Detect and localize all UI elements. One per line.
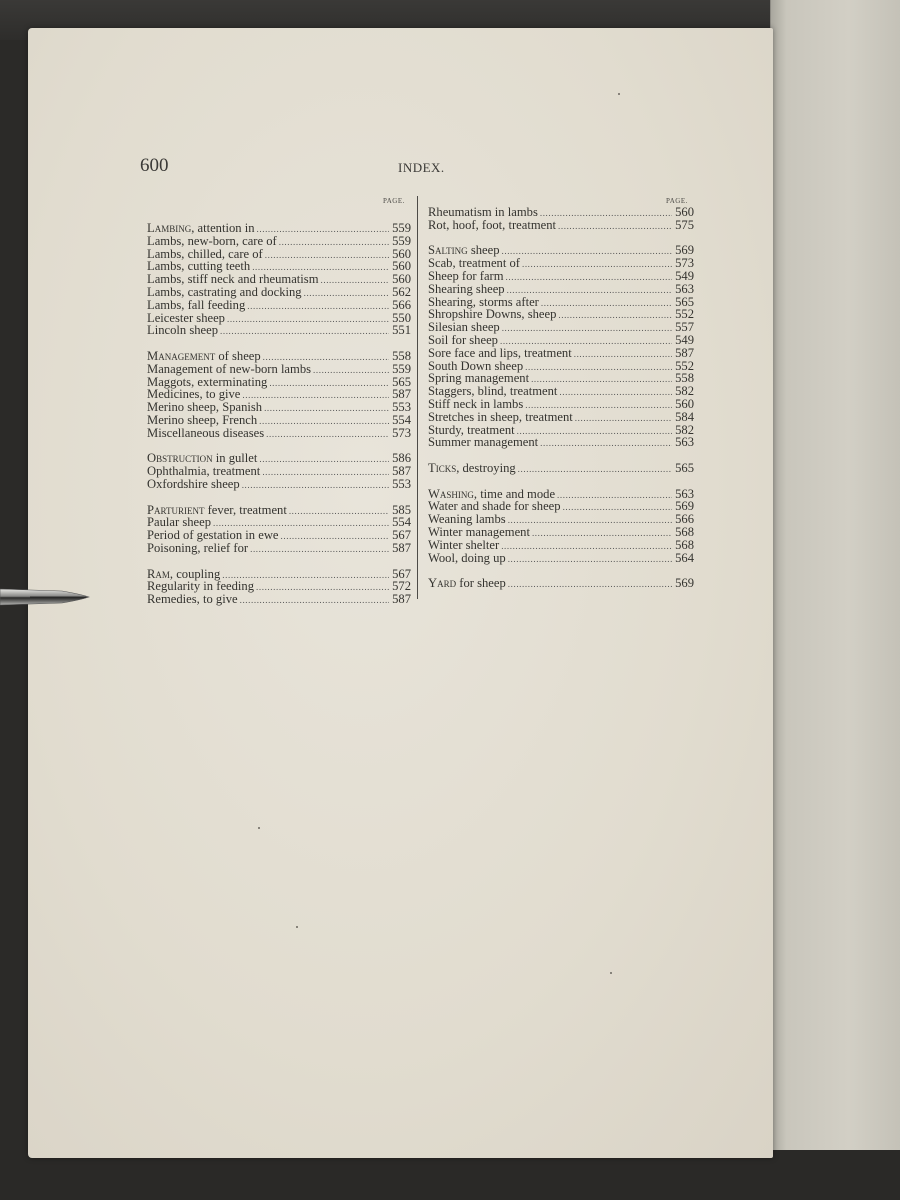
page-column-label-right: PAGE. (666, 197, 688, 205)
leader-dots (281, 530, 389, 543)
entry-text: Shearing sheep (428, 281, 505, 296)
leader-dots (557, 489, 672, 502)
leader-dots (321, 274, 390, 287)
entry-text: Wool, doing up (428, 550, 506, 565)
entry-page: 567 (392, 528, 411, 543)
leader-dots (220, 325, 389, 338)
index-entry (147, 414, 411, 427)
next-page-edge (770, 0, 900, 1200)
pen-nib-icon (0, 585, 90, 609)
index-entry (147, 529, 411, 542)
entry-page: 563 (675, 281, 694, 296)
entry-text: Parturient fever, treatment (147, 502, 287, 517)
entry-text: Spring management (428, 371, 530, 386)
entry-page: 554 (392, 412, 411, 427)
entry-text: Sturdy, treatment (428, 422, 515, 437)
index-entry (428, 206, 694, 219)
entry-text: Lambs, stiff neck and rheumatism (147, 272, 319, 287)
index-entry (428, 411, 694, 424)
index-entry (428, 436, 694, 449)
entry-text: Ram, coupling (147, 566, 221, 581)
leader-dots (259, 453, 389, 466)
index-entry (428, 347, 694, 360)
entry-text: Lambing, attention in (147, 221, 255, 235)
leader-dots (559, 386, 672, 399)
entry-page: 563 (675, 486, 694, 501)
leader-dots (242, 479, 389, 492)
entry-text: Salting sheep (428, 243, 500, 258)
entry-text: Sheep for farm (428, 268, 504, 283)
entry-text: Merino sheep, French (147, 412, 258, 427)
entry-text: Lambs, cutting teeth (147, 259, 251, 274)
entry-text: Merino sheep, Spanish (147, 400, 263, 415)
entry-page: 563 (675, 435, 694, 450)
entry-text: Shropshire Downs, sheep (428, 307, 557, 322)
entry-page: 551 (392, 323, 411, 338)
index-entry (147, 542, 411, 555)
entry-page: 587 (392, 592, 411, 607)
entry-page: 560 (675, 396, 694, 411)
leader-dots (525, 361, 672, 374)
index-entry (428, 513, 694, 526)
entry-text: Summer management (428, 435, 539, 450)
entry-page: 560 (675, 205, 694, 219)
entry-page: 552 (675, 307, 694, 322)
entry-text: Lambs, new-born, care of (147, 233, 277, 248)
entry-page: 558 (392, 348, 411, 363)
entry-page: 559 (392, 361, 411, 376)
entry-text: Staggers, blind, treatment (428, 384, 558, 399)
entry-text: Lambs, chilled, care of (147, 246, 263, 261)
paper-speck (610, 972, 612, 974)
entry-page: 569 (675, 243, 694, 258)
page-number: 600 (140, 155, 169, 176)
leader-dots (250, 543, 389, 556)
entry-text: Miscellaneous diseases (147, 425, 265, 440)
index-entry (428, 283, 694, 296)
leader-dots (264, 402, 389, 415)
leader-dots (541, 297, 672, 310)
leader-dots (575, 412, 672, 425)
leader-dots (240, 594, 389, 607)
page-column-label-left: PAGE. (383, 197, 405, 205)
entry-page: 553 (392, 476, 411, 491)
paper-speck (258, 827, 260, 829)
index-entry (147, 286, 411, 299)
entry-page: 564 (675, 550, 694, 565)
entry-page: 565 (392, 374, 411, 389)
entry-page: 549 (675, 268, 694, 283)
leader-dots (508, 514, 672, 527)
entry-text: Washing, time and mode (428, 486, 556, 501)
entry-text: Rot, hoof, foot, treatment (428, 217, 557, 232)
entry-page: 587 (675, 345, 694, 360)
entry-text: Poisoning, relief for (147, 540, 249, 555)
entry-text: Management of new-born lambs (147, 361, 312, 376)
leader-dots (508, 578, 672, 591)
entry-page: 553 (392, 400, 411, 415)
index-entry (428, 334, 694, 347)
paper-speck (618, 93, 620, 95)
index-column-left (147, 222, 411, 606)
index-entry (147, 222, 411, 235)
leader-dots (558, 220, 672, 233)
entry-text: Stretches in sheep, treatment (428, 409, 573, 424)
leader-dots (563, 501, 672, 514)
entry-page: 550 (392, 310, 411, 325)
leader-dots (262, 466, 389, 479)
entry-page: 582 (675, 384, 694, 399)
index-entry (147, 593, 411, 606)
entry-page: 587 (392, 387, 411, 402)
entry-text: Lincoln sheep (147, 323, 218, 338)
entry-text: Weaning lambs (428, 512, 506, 527)
leader-dots (279, 236, 389, 249)
leader-dots (540, 207, 672, 220)
entry-page: 568 (675, 524, 694, 539)
entry-text: Management of sheep (147, 348, 261, 363)
leader-dots (266, 428, 389, 441)
leader-dots (502, 245, 673, 258)
entry-text: Soil for sheep (428, 332, 498, 347)
leader-dots (227, 313, 389, 326)
entry-text: Lambs, castrating and docking (147, 284, 302, 299)
running-head: INDEX. (398, 160, 445, 175)
entry-page: 560 (392, 272, 411, 287)
leader-dots (532, 527, 672, 540)
entry-page: 584 (675, 409, 694, 424)
index-entry (147, 363, 411, 376)
entry-page: 566 (392, 297, 411, 312)
paper-speck (296, 926, 298, 928)
leader-dots (256, 581, 389, 594)
index-entry (428, 219, 694, 232)
entry-text: Water and shade for sheep (428, 499, 561, 514)
entry-page: 562 (392, 284, 411, 299)
index-entry (147, 350, 411, 363)
entry-text: Sore face and lips, treatment (428, 345, 572, 360)
entry-page: 586 (392, 451, 411, 466)
leader-dots (506, 271, 672, 284)
entry-text: Ophthalmia, treatment (147, 464, 261, 479)
entry-text: Scab, treatment of (428, 256, 520, 271)
entry-text: South Down sheep (428, 358, 524, 373)
entry-page: 575 (675, 217, 694, 232)
leader-dots (540, 437, 672, 450)
entry-page: 560 (392, 259, 411, 274)
index-column-right (428, 206, 694, 590)
index-entry (147, 427, 411, 440)
entry-page: 559 (392, 233, 411, 248)
index-entry (428, 270, 694, 283)
entry-page: 557 (675, 320, 694, 335)
index-entry (428, 539, 694, 552)
entry-text: Rheumatism in lambs (428, 205, 538, 219)
entry-page: 559 (392, 221, 411, 235)
entry-page: 573 (392, 425, 411, 440)
leader-dots (269, 377, 389, 390)
entry-page: 554 (392, 515, 411, 530)
index-entry (147, 478, 411, 491)
leader-dots (304, 287, 389, 300)
index-entry (147, 324, 411, 337)
index-entry (147, 299, 411, 312)
leader-dots (502, 322, 672, 335)
entry-page: 567 (392, 566, 411, 581)
leader-dots (518, 463, 672, 476)
entry-page: 558 (675, 371, 694, 386)
index-entry (428, 526, 694, 539)
entry-page: 569 (675, 576, 694, 591)
entry-page: 565 (675, 460, 694, 475)
index-entry (428, 577, 694, 590)
entry-page: 569 (675, 499, 694, 514)
column-divider (417, 196, 418, 599)
index-entry (428, 552, 694, 565)
entry-text: Yard for sheep (428, 576, 506, 591)
leader-dots (508, 553, 672, 566)
entry-page: 572 (392, 579, 411, 594)
entry-text: Shearing, storms after (428, 294, 539, 309)
leader-dots (265, 249, 389, 262)
leader-dots (289, 505, 389, 518)
entry-text: Stiff neck in lambs (428, 396, 524, 411)
entry-page: 587 (392, 464, 411, 479)
leader-dots (313, 364, 389, 377)
entry-text: Silesian sheep (428, 320, 500, 335)
entry-text: Medicines, to give (147, 387, 241, 402)
entry-text: Remedies, to give (147, 592, 238, 607)
entry-text: Leicester sheep (147, 310, 225, 325)
index-entry (147, 235, 411, 248)
entry-page: 587 (392, 540, 411, 555)
entry-page: 549 (675, 332, 694, 347)
leader-dots (558, 309, 672, 322)
entry-text: Maggots, exterminating (147, 374, 268, 389)
leader-dots (501, 540, 672, 553)
entry-text: Ticks, destroying (428, 460, 516, 475)
leader-dots (259, 415, 389, 428)
index-entry (428, 398, 694, 411)
entry-text: Oxfordshire sheep (147, 476, 240, 491)
entry-text: Period of gestation in ewe (147, 528, 279, 543)
leader-dots (247, 300, 389, 313)
entry-page: 560 (392, 246, 411, 261)
entry-text: Obstruction in gullet (147, 451, 258, 466)
entry-text: Winter management (428, 524, 530, 539)
group-spacer (147, 555, 411, 568)
entry-page: 552 (675, 358, 694, 373)
entry-page: 585 (392, 502, 411, 517)
entry-text: Winter shelter (428, 537, 500, 552)
entry-text: Lambs, fall feeding (147, 297, 246, 312)
entry-page: 573 (675, 256, 694, 271)
entry-page: 565 (675, 294, 694, 309)
leader-dots (574, 348, 672, 361)
entry-text: Paular sheep (147, 515, 211, 530)
entry-text: Regularity in feeding (147, 579, 255, 594)
entry-page: 568 (675, 537, 694, 552)
leader-dots (522, 258, 672, 271)
entry-page: 566 (675, 512, 694, 527)
entry-page: 582 (675, 422, 694, 437)
leader-dots (242, 389, 389, 402)
leader-dots (517, 425, 672, 438)
index-entry (428, 462, 694, 475)
